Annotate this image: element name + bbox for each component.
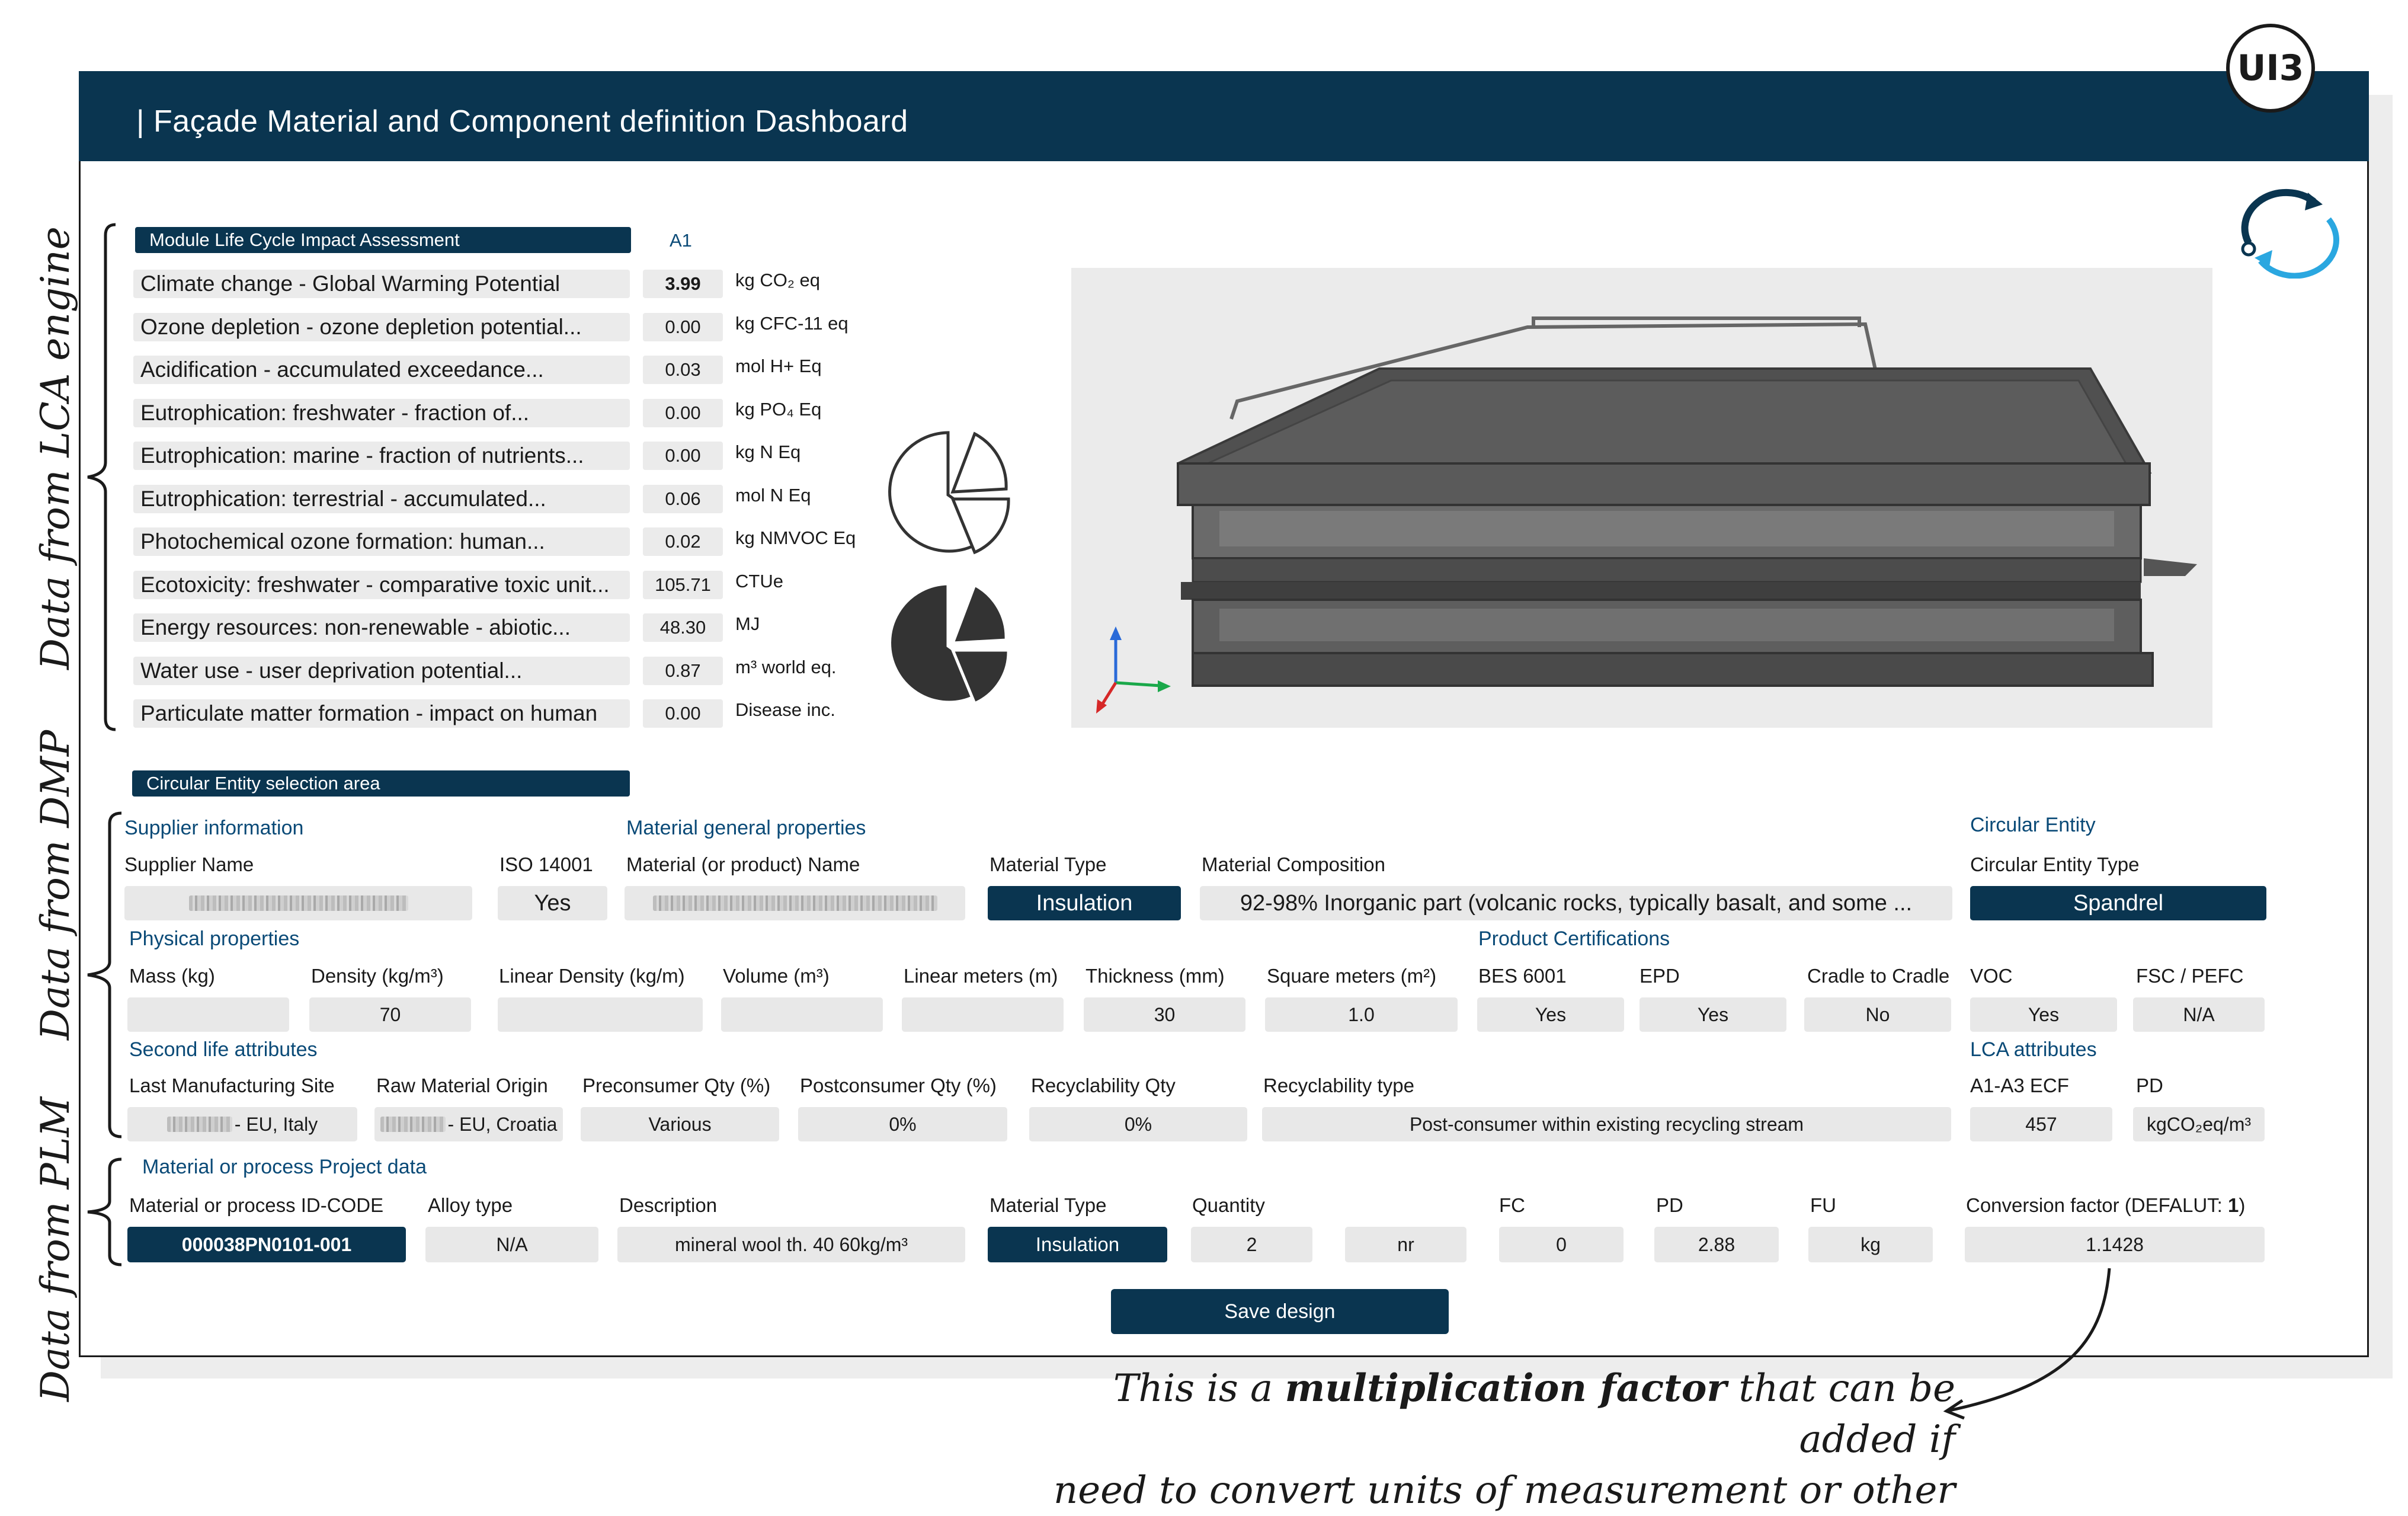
side-label-lca: Data from LCA engine — [33, 226, 78, 670]
square-meters-field[interactable]: 1.0 — [1265, 997, 1458, 1032]
lca-pd-field[interactable]: kgCO₂eq/m³ — [2133, 1107, 2265, 1141]
mass-label: Mass (kg) — [129, 965, 215, 987]
impact-unit: kg CFC-11 eq — [735, 313, 848, 334]
mass-field[interactable] — [127, 997, 289, 1032]
second-life-heading: Second life attributes — [129, 1038, 318, 1061]
ui-badge: UI3 — [2226, 24, 2315, 113]
impact-value: 0.00 — [643, 399, 723, 427]
annotation-line-2: need to convert units of measurement or other — [1053, 1469, 1955, 1512]
material-name-label: Material (or product) Name — [626, 853, 860, 875]
postconsumer-field[interactable]: 0% — [798, 1107, 1007, 1141]
impact-unit: Disease inc. — [735, 699, 835, 720]
voc-field[interactable]: Yes — [1970, 997, 2117, 1032]
thickness-field[interactable]: 30 — [1084, 997, 1245, 1032]
preconsumer-field[interactable]: Various — [581, 1107, 779, 1141]
fu-field[interactable]: kg — [1808, 1227, 1933, 1262]
circular-entity-type-label: Circular Entity Type — [1970, 853, 2140, 875]
impact-label: Climate change - Global Warming Potential — [133, 270, 630, 298]
recyclability-qty-field[interactable]: 0% — [1029, 1107, 1247, 1141]
annotation-text-1: This is a — [1113, 1367, 1285, 1411]
physical-heading: Physical properties — [129, 927, 300, 950]
description-label: Description — [619, 1194, 718, 1216]
impact-value: 3.99 — [643, 270, 723, 298]
linear-density-field[interactable] — [498, 997, 703, 1032]
origin-value: - EU, Croatia — [447, 1113, 558, 1135]
alloy-field[interactable]: N/A — [425, 1227, 598, 1262]
pie-filled-icon — [883, 578, 1019, 714]
volume-label: Volume (m³) — [723, 965, 830, 987]
impact-label: Eutrophication: freshwater - fraction of... — [133, 399, 630, 427]
brace-dmp — [83, 811, 124, 1139]
side-label-dmp: Data from DMP — [33, 730, 78, 1040]
impact-unit: mol H+ Eq — [735, 356, 822, 376]
id-code-label: Material or process ID-CODE — [129, 1194, 384, 1216]
circular-entity-header: Circular Entity selection area — [132, 770, 630, 797]
pie-outline-icon — [883, 427, 1019, 563]
annotation-line-1 — [1007, 1363, 1955, 1465]
square-meters-label: Square meters (m²) — [1267, 965, 1437, 987]
lca-attributes-heading: LCA attributes — [1970, 1038, 2097, 1061]
conversion-label-text: Conversion factor (DEFALUT: — [1966, 1194, 2228, 1216]
c2c-label: Cradle to Cradle — [1807, 965, 1950, 987]
impact-unit: kg CO₂ eq — [735, 270, 820, 290]
impact-value: 0.00 — [643, 699, 723, 728]
material-composition-label: Material Composition — [1202, 853, 1385, 875]
lca-pd-label: PD — [2136, 1074, 2163, 1096]
site-label: Last Manufacturing Site — [129, 1074, 335, 1096]
impact-value: 48.30 — [643, 613, 723, 642]
iso-field[interactable]: Yes — [498, 886, 607, 920]
impact-value: 0.02 — [643, 527, 723, 556]
density-field[interactable]: 70 — [309, 997, 471, 1032]
epd-field[interactable]: Yes — [1640, 997, 1786, 1032]
fc-label: FC — [1499, 1194, 1525, 1216]
impact-label: Eutrophication: marine - fraction of nutrients... — [133, 442, 630, 470]
impact-unit: kg PO₄ Eq — [735, 399, 822, 420]
impact-label: Water use - user deprivation potential... — [133, 657, 630, 685]
brace-lca — [83, 222, 119, 732]
recyclability-type-label: Recyclability type — [1263, 1074, 1414, 1096]
impact-unit: m³ world eq. — [735, 657, 837, 677]
plm-heading: Material or process Project data — [142, 1156, 427, 1178]
quantity-field[interactable]: 2 — [1191, 1227, 1312, 1262]
circular-entity-type-select[interactable]: Spandrel — [1970, 886, 2266, 920]
fsc-label: FSC / PEFC — [2136, 965, 2244, 987]
conversion-factor-field[interactable]: 1.1428 — [1965, 1227, 2265, 1262]
page-title: | Façade Material and Component definition Dashboard — [136, 104, 908, 139]
epd-label: EPD — [1640, 965, 1680, 987]
conversion-factor-label — [1966, 1194, 2245, 1217]
bes-field[interactable]: Yes — [1477, 997, 1624, 1032]
ecf-label: A1-A3 ECF — [1970, 1074, 2069, 1096]
impact-value: 0.00 — [643, 313, 723, 341]
recyclability-qty-label: Recyclability Qty — [1031, 1074, 1176, 1096]
voc-label: VOC — [1970, 965, 2013, 987]
origin-label: Raw Material Origin — [376, 1074, 548, 1096]
site-field[interactable] — [127, 1107, 357, 1141]
thickness-label: Thickness (mm) — [1085, 965, 1225, 987]
impact-unit: CTUe — [735, 571, 783, 591]
material-name-field[interactable] — [625, 886, 965, 920]
3d-model-viewer[interactable] — [1071, 268, 2212, 728]
annotation-note — [1007, 1363, 1955, 1516]
impact-value: 105.71 — [643, 571, 723, 599]
material-composition-field[interactable]: 92-98% Inorganic part (volcanic rocks, typically basalt, and some ... — [1200, 886, 1952, 920]
impact-unit: kg NMVOC Eq — [735, 527, 856, 548]
impact-label: Acidification - accumulated exceedance... — [133, 356, 630, 384]
circular-entity-heading: Circular Entity — [1970, 814, 2096, 836]
impact-value: 0.06 — [643, 485, 723, 513]
impact-value: 0.00 — [643, 442, 723, 470]
impact-label: Eutrophication: terrestrial - accumulated... — [133, 485, 630, 513]
conversion-label-suffix: ) — [2239, 1194, 2246, 1216]
density-label: Density (kg/m³) — [311, 965, 444, 987]
supplier-name-label: Supplier Name — [124, 853, 254, 875]
linear-meters-field[interactable] — [902, 997, 1064, 1032]
lca-stage-label: A1 — [670, 230, 692, 251]
fsc-field[interactable]: N/A — [2133, 997, 2265, 1032]
id-code-field[interactable]: 000038PN0101-001 — [127, 1227, 406, 1262]
impact-unit: kg N Eq — [735, 442, 801, 462]
alloy-label: Alloy type — [428, 1194, 513, 1216]
site-value: - EU, Italy — [234, 1113, 318, 1135]
conversion-default-value: 1 — [2228, 1194, 2239, 1216]
sync-icon[interactable] — [2225, 178, 2343, 279]
origin-field[interactable] — [374, 1107, 563, 1141]
save-design-button[interactable]: Save design — [1111, 1289, 1449, 1334]
supplier-heading: Supplier information — [124, 817, 304, 839]
plm-pd-label: PD — [1656, 1194, 1683, 1216]
impact-label: Ozone depletion - ozone depletion potential... — [133, 313, 630, 341]
impact-value: 0.03 — [643, 356, 723, 384]
plm-material-type-select[interactable]: Insulation — [988, 1227, 1167, 1262]
brace-plm — [83, 1157, 124, 1267]
window-shadow — [2369, 95, 2393, 1363]
quantity-label: Quantity — [1192, 1194, 1265, 1216]
volume-field[interactable] — [721, 997, 883, 1032]
annotation-text-2: that can be added if — [1727, 1367, 1955, 1461]
impact-value: 0.87 — [643, 657, 723, 685]
impact-label: Ecotoxicity: freshwater - comparative toxic unit... — [133, 571, 630, 599]
recyclability-type-field[interactable]: Post-consumer within existing recycling stream — [1262, 1107, 1951, 1141]
linear-density-label: Linear Density (kg/m) — [499, 965, 685, 987]
postconsumer-label: Postconsumer Qty (%) — [800, 1074, 997, 1096]
iso-label: ISO 14001 — [499, 853, 593, 875]
lca-panel-header: Module Life Cycle Impact Assessment — [135, 227, 631, 253]
certifications-heading: Product Certifications — [1478, 927, 1670, 950]
fu-label: FU — [1810, 1194, 1836, 1216]
quantity-unit-field[interactable]: nr — [1345, 1227, 1466, 1262]
impact-label: Energy resources: non-renewable - abiotic... — [133, 613, 630, 642]
side-label-plm: Data from PLM — [33, 1096, 78, 1402]
impact-label: Photochemical ozone formation: human... — [133, 527, 630, 556]
material-heading: Material general properties — [626, 817, 866, 839]
impact-unit: MJ — [735, 613, 760, 634]
preconsumer-label: Preconsumer Qty (%) — [582, 1074, 771, 1096]
description-field[interactable]: mineral wool th. 40 60kg/m³ — [617, 1227, 965, 1262]
bes-label: BES 6001 — [1478, 965, 1567, 987]
c2c-field[interactable]: No — [1804, 997, 1951, 1032]
material-type-select[interactable]: Insulation — [988, 886, 1181, 920]
supplier-name-field[interactable] — [124, 886, 472, 920]
ecf-field[interactable]: 457 — [1970, 1107, 2112, 1141]
material-type-label: Material Type — [990, 853, 1107, 875]
impact-label: Particulate matter formation - impact on human — [133, 699, 630, 728]
annotation-bold: multiplication factor — [1285, 1366, 1727, 1411]
impact-unit: mol N Eq — [735, 485, 811, 506]
plm-pd-field[interactable]: 2.88 — [1654, 1227, 1779, 1262]
fc-field[interactable]: 0 — [1499, 1227, 1624, 1262]
linear-meters-label: Linear meters (m) — [904, 965, 1058, 987]
plm-material-type-label: Material Type — [990, 1194, 1107, 1216]
